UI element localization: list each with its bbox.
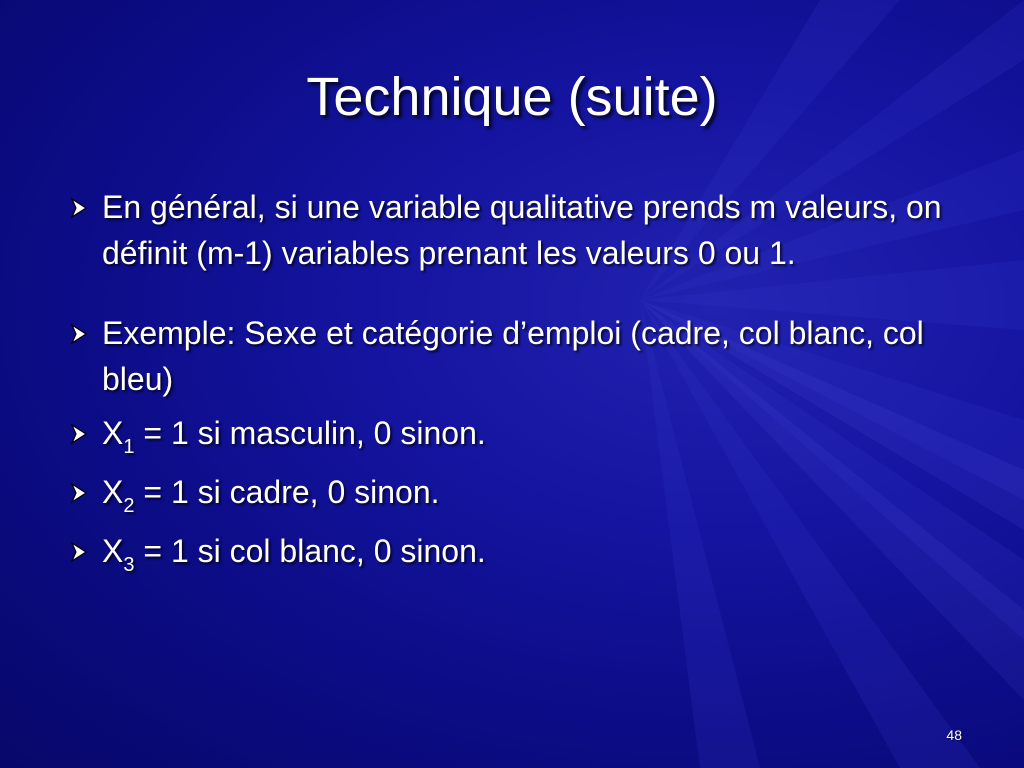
bullet-text: = 1 si masculin, 0 sinon. <box>134 415 486 451</box>
bullet-item <box>66 469 966 520</box>
arrowhead-icon <box>68 323 90 345</box>
bullet-item <box>66 410 966 461</box>
bullet-list <box>66 184 966 587</box>
variable-name: X <box>102 415 124 451</box>
variable-subscript: 2 <box>123 495 135 517</box>
variable-subscript: 3 <box>123 554 135 576</box>
arrowhead-icon <box>68 482 90 504</box>
bullet-text: En général, si une variable qualitative prends m valeurs, on définit (m-1) variables prenant les valeurs 0 ou 1. <box>102 189 942 271</box>
bullet-text: = 1 si cadre, 0 sinon. <box>134 474 440 510</box>
arrowhead-icon <box>68 197 90 219</box>
page-number: 48 <box>946 727 962 743</box>
arrowhead-icon <box>68 423 90 445</box>
bullet-text: = 1 si col blanc, 0 sinon. <box>134 533 486 569</box>
variable-subscript: 1 <box>123 436 135 458</box>
bullet-item <box>66 310 966 402</box>
bullet-item <box>66 528 966 579</box>
variable-name: X <box>102 474 124 510</box>
bullet-text: Exemple: Sexe et catégorie d’emploi (cadre, col blanc, col bleu) <box>102 315 924 397</box>
variable-name: X <box>102 533 124 569</box>
bullet-item <box>66 184 966 276</box>
arrowhead-icon <box>68 541 90 563</box>
slide-title: Technique (suite) <box>306 67 718 127</box>
